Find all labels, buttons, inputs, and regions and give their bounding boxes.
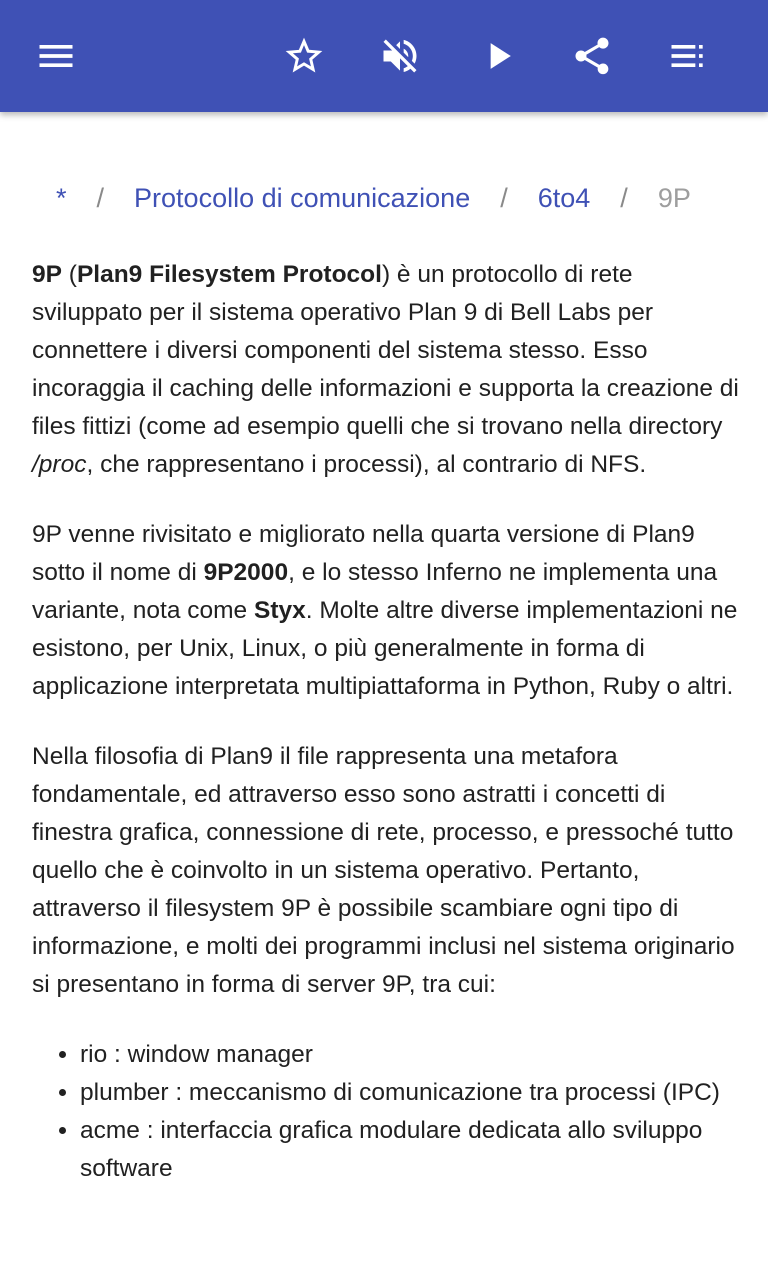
star-outline-icon[interactable] bbox=[280, 32, 328, 80]
term-styx: Styx bbox=[253, 597, 306, 624]
breadcrumb-separator: / bbox=[620, 183, 628, 213]
list-item: • plumber : meccanismo di comunicazione tra processi (IPC) bbox=[80, 1074, 740, 1112]
list-item: • rio : window manager bbox=[80, 1036, 740, 1074]
breadcrumb-separator: / bbox=[96, 183, 105, 213]
term-9p: 9P bbox=[32, 261, 62, 288]
paragraph-intro bbox=[32, 256, 740, 484]
menu-icon[interactable] bbox=[32, 32, 80, 80]
list-item: • acme : interfaccia grafica modulare dedicata allo sviluppo software bbox=[80, 1112, 740, 1188]
text-run: . Molte altre diverse implementazioni ne esistono, per Unix, Linux, o più generalmente in forma di applicazione interpretata multipiattaforma in Python, Ruby o altri. bbox=[32, 597, 738, 700]
breadcrumb-protocollo[interactable]: Protocollo di comunicazione bbox=[134, 183, 471, 213]
term-proc: /proc bbox=[32, 451, 87, 478]
breadcrumb-6to4[interactable]: 6to4 bbox=[537, 183, 591, 213]
playlist-icon[interactable] bbox=[664, 32, 712, 80]
paragraph-philosophy: Nella filosofia di Plan9 il file rappresenta una metafora fondamentale, ed attraverso esso sono astratti i concetti di finestra grafica, connessione di rete, processo, e pressoché tutto quello che è coinvolto in un sistema operativo. Pertanto, attraverso il filesystem 9P è possibile scambiare ogni tipo di informazione, e molti dei programmi inclusi nel sistema originario si presentano in forma di server 9P, tra cui: bbox=[32, 743, 735, 998]
text-run: , e lo stesso Inferno ne implementa una variante, nota come bbox=[32, 559, 718, 624]
breadcrumb-root[interactable]: * bbox=[56, 183, 67, 213]
article-content bbox=[32, 168, 740, 1188]
text-run: 9P venne rivisitato e migliorato nella quarta versione di Plan9 sotto il nome di bbox=[32, 521, 695, 586]
text-run: , che rappresentano i processi), al contrario di NFS. bbox=[86, 451, 647, 478]
volume-off-icon[interactable] bbox=[376, 32, 424, 80]
play-icon[interactable] bbox=[474, 32, 522, 80]
breadcrumb-separator: / bbox=[500, 183, 508, 213]
paragraph-versions bbox=[32, 516, 740, 706]
app-bar bbox=[0, 0, 768, 112]
text-run: ( bbox=[61, 261, 77, 288]
breadcrumb bbox=[32, 168, 740, 228]
share-icon[interactable] bbox=[568, 32, 616, 80]
term-plan9-filesystem-protocol: Plan9 Filesystem Protocol bbox=[76, 261, 382, 288]
term-9p2000: 9P2000 bbox=[203, 559, 289, 586]
text-run: ) è un protocollo di rete sviluppato per il sistema operativo Plan 9 di Bell Labs per connettere i diversi componenti del sistema stesso. Esso incoraggia il caching delle informazioni e supporta la creazione di files fittizi (come ad esempio quelli che si trovano nella directory bbox=[32, 261, 739, 440]
server-list bbox=[32, 1036, 740, 1188]
breadcrumb-current: 9P bbox=[657, 183, 691, 213]
